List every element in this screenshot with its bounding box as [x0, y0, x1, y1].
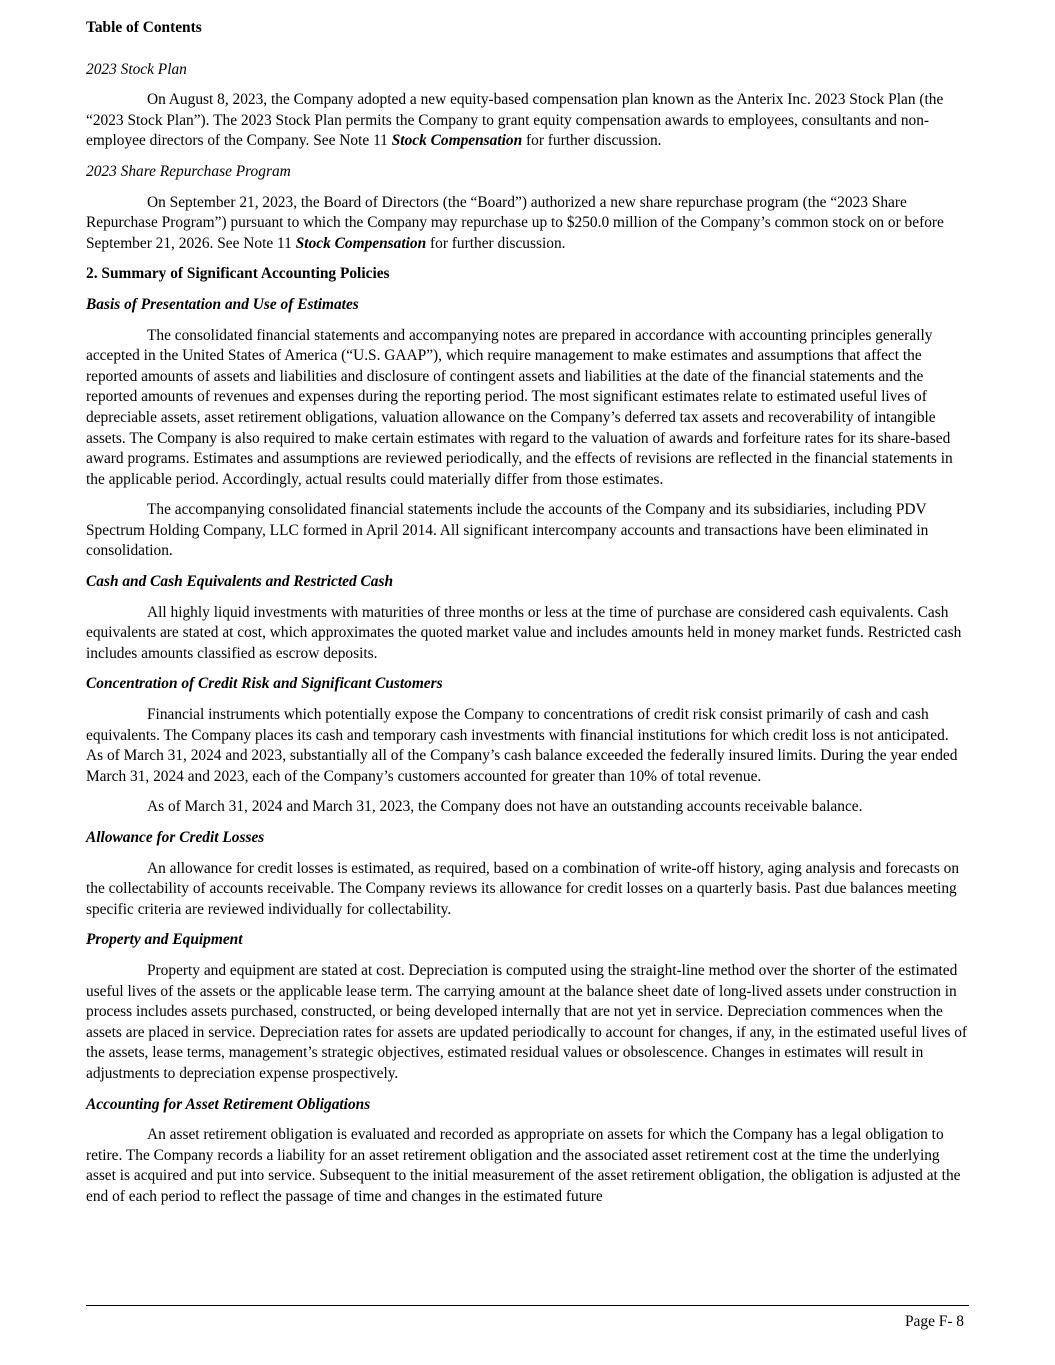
allowance-heading: Allowance for Credit Losses	[86, 829, 265, 846]
section-2-title: 2. Summary of Significant Accounting Policies	[86, 265, 390, 283]
footer-divider	[86, 1305, 969, 1306]
table-of-contents-link[interactable]: Table of Contents	[86, 19, 202, 36]
property-paragraph: Property and equipment are stated at cost. Depreciation is computed using the straight-line method over the shorter of the estimated useful lives of the assets or the applicable lease term. The carrying amount at the balance sheet date of long-lived assets under construction in process includes assets purchased, constructed, or being developed internally that are not yet in service. Depreciation commences when the assets are placed in service. Depreciation rates for assets are updated periodically to account for changes, if any, in the estimated useful lives of the assets, lease terms, management’s strategic objectives, estimated residual values or obsolescence. Changes in estimates will result in adjustments to depreciation expense prospectively.	[86, 961, 968, 1082]
repurchase-emphasis: Stock Compensation	[295, 234, 427, 252]
basis-heading: Basis of Presentation and Use of Estimates	[86, 295, 359, 313]
repurchase-paragraph	[86, 193, 968, 255]
repurchase-text: On September 21, 2023, the Board of Directors (the “Board”) authorized a new share repurchase program (the “2023 Share Repurchase Program”) pursuant to which the Company may repurchase up to $250.0 million of the Company’s common stock on or before September 21, 2026. See Note 11	[86, 193, 944, 252]
credit-risk-paragraph-2: As of March 31, 2024 and March 31, 2023, the Company does not have an outstanding accounts receivable balance.	[147, 798, 863, 816]
basis-paragraph-2: The accompanying consolidated financial statements include the accounts of the Company and its subsidiaries, including PDV Spectrum Holding Company, LLC formed in April 2014. All significant intercompany accounts and transactions have been eliminated in consolidation.	[86, 501, 929, 560]
credit-risk-paragraph-1: Financial instruments which potentially expose the Company to concentrations of credit risk consist primarily of cash and cash equivalents. The Company places its cash and temporary cash investments with financial institutions for which credit loss is not anticipated. As of March 31, 2024 and 2023, substantially all of the Company’s cash balance exceeded the federally insured limits. During the year ended March 31, 2024 and 2023, each of the Company’s customers accounted for greater than 10% of total revenue.	[86, 706, 958, 785]
basis-paragraph-1: The consolidated financial statements and accompanying notes are prepared in accordance with accounting principles generally accepted in the United States of America (“U.S. GAAP”), which require management to make estimates and assumptions that affect the reported amounts of assets and liabilities and disclosure of contingent assets and liabilities at the date of the financial statements and the reported amounts of revenues and expenses during the reporting period. The most significant estimates relate to estimated useful lives of depreciable assets, asset retirement obligations, valuation allowance on the Company’s deferred tax assets and recoverability of intangible assets. The Company is also required to make certain estimates with regard to the valuation of awards and forfeiture rates for its share-based award programs. Estimates and assumptions are reviewed periodically, and the effects of revisions are reflected in the financial statements in the applicable period. Accordingly, actual results could materially differ from those estimates.	[86, 326, 953, 488]
stock-plan-text: On August 8, 2023, the Company adopted a new equity-based compensation plan known as the Anterix Inc. 2023 Stock Plan (the “2023 Stock Plan”). The 2023 Stock Plan permits the Company to grant equity compensation awards to employees, consultants and non-employee directors of the Company. See Note 11	[86, 91, 944, 150]
cash-heading: Cash and Cash Equivalents and Restricted Cash	[86, 573, 394, 591]
stock-plan-emphasis: Stock Compensation	[391, 132, 523, 150]
stock-plan-heading: 2023 Stock Plan	[86, 60, 187, 78]
stock-plan-text-end: for further discussion.	[522, 132, 662, 150]
stock-plan-paragraph	[86, 90, 968, 152]
aro-paragraph: An asset retirement obligation is evaluated and recorded as appropriate on assets for which the Company has a legal obligation to retire. The Company records a liability for an asset retirement obligation and the associated asset retirement cost at the time the underlying asset is acquired and put into service. Subsequent to the initial measurement of the asset retirement obligation, the obligation is adjusted at the end of each period to reflect the passage of time and changes in the estimated future	[86, 1126, 961, 1205]
allowance-paragraph: An allowance for credit losses is estimated, as required, based on a combination of write-off history, aging analysis and forecasts on the collectability of accounts receivable. The Company reviews its allowance for credit losses on a quarterly basis. Past due balances meeting specific criteria are reviewed individually for collectability.	[86, 859, 960, 918]
repurchase-text-end: for further discussion.	[426, 234, 566, 252]
document-page	[86, 18, 968, 1218]
property-heading: Property and Equipment	[86, 931, 243, 949]
credit-risk-heading: Concentration of Credit Risk and Significant Customers	[86, 675, 443, 693]
aro-heading: Accounting for Asset Retirement Obligations	[86, 1095, 371, 1113]
page-number: Page F- 8	[905, 1313, 964, 1330]
repurchase-heading: 2023 Share Repurchase Program	[86, 162, 291, 180]
cash-paragraph: All highly liquid investments with maturities of three months or less at the time of purchase are considered cash equivalents. Cash equivalents are stated at cost, which approximates the quoted market value and includes amounts held in money market funds. Restricted cash includes amounts classified as escrow deposits.	[86, 603, 962, 662]
